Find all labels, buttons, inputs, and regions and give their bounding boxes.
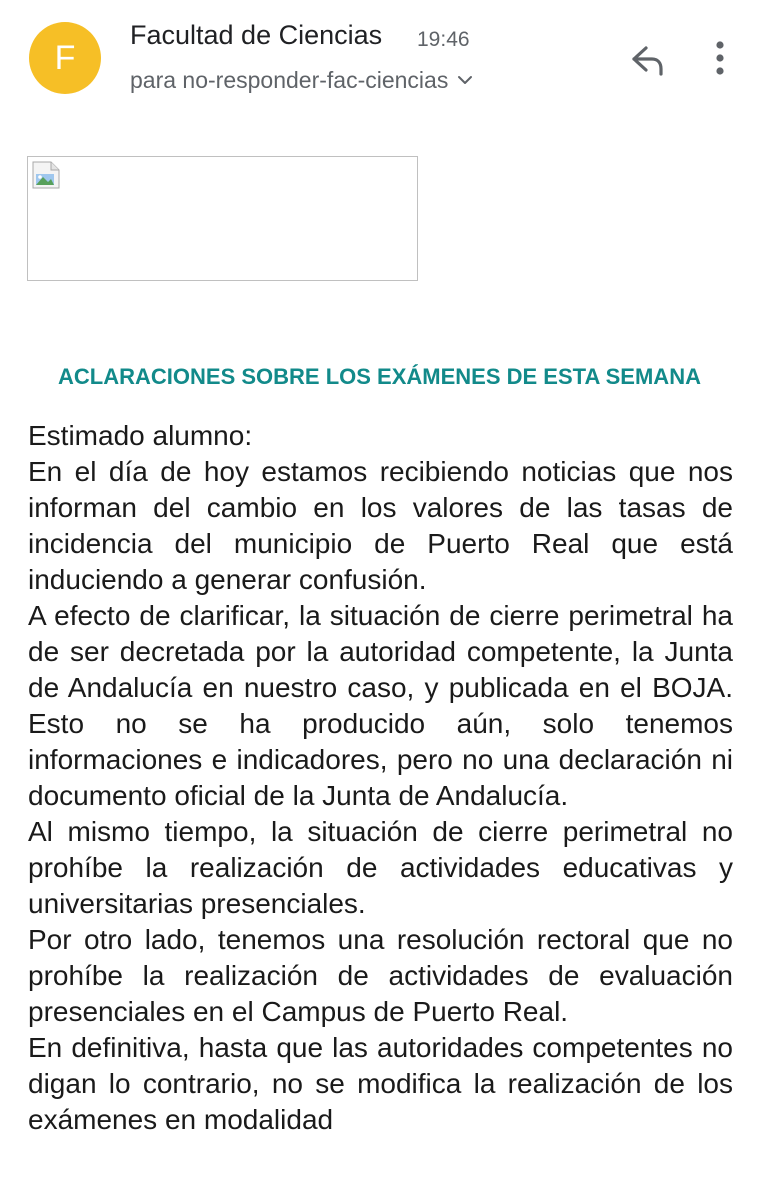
email-header xyxy=(0,0,759,110)
recipient-details-toggle[interactable] xyxy=(130,65,474,95)
body-paragraph: Por otro lado, tenemos una resolución rectoral que no prohíbe la realización de actividades de evaluación presenciales en el Campus de Puerto Real. xyxy=(28,924,733,1027)
greeting: Estimado alumno: xyxy=(28,420,253,451)
body-paragraph: En definitiva, hasta que las autoridades competentes no digan lo contrario, no se modifica la realización de los exámenes en modalidad xyxy=(28,1032,733,1135)
recipient-label: para no-responder-fac-ciencias xyxy=(130,66,449,93)
body-paragraph: En el día de hoy estamos recibiendo noticias que nos informan del cambio en los valores de las tasas de incidencia del municipio de Puerto Real que está induciendo a generar confusión. xyxy=(28,456,733,595)
body-paragraph: A efecto de clarificar, la situación de cierre perimetral ha de ser decretada por la autoridad competente, la Junta de Andalucía en nuestro caso, y publicada en el BOJA. Esto no se ha producido aún, solo tenemos informaciones e indicadores, pero no una declaración ni documento oficial de la Junta de Andalucía. xyxy=(28,600,733,811)
email-body xyxy=(28,418,733,1138)
sender-name: Facultad de Ciencias xyxy=(130,20,383,50)
reply-icon xyxy=(622,38,670,82)
chevron-down-icon xyxy=(456,71,474,89)
embedded-image-placeholder[interactable] xyxy=(27,156,418,281)
message-time: 19:46 xyxy=(417,28,470,51)
more-options-button[interactable] xyxy=(700,36,740,84)
reply-button[interactable] xyxy=(622,38,670,82)
broken-image-icon xyxy=(31,160,61,190)
sender-avatar[interactable]: F xyxy=(29,22,101,94)
body-paragraph: Al mismo tiempo, la situación de cierre perimetral no prohíbe la realización de actividades educativas y universitarias presenciales. xyxy=(28,816,733,919)
email-heading: ACLARACIONES SOBRE LOS EXÁMENES DE ESTA SEMANA xyxy=(58,364,701,389)
more-vert-icon xyxy=(700,36,740,84)
